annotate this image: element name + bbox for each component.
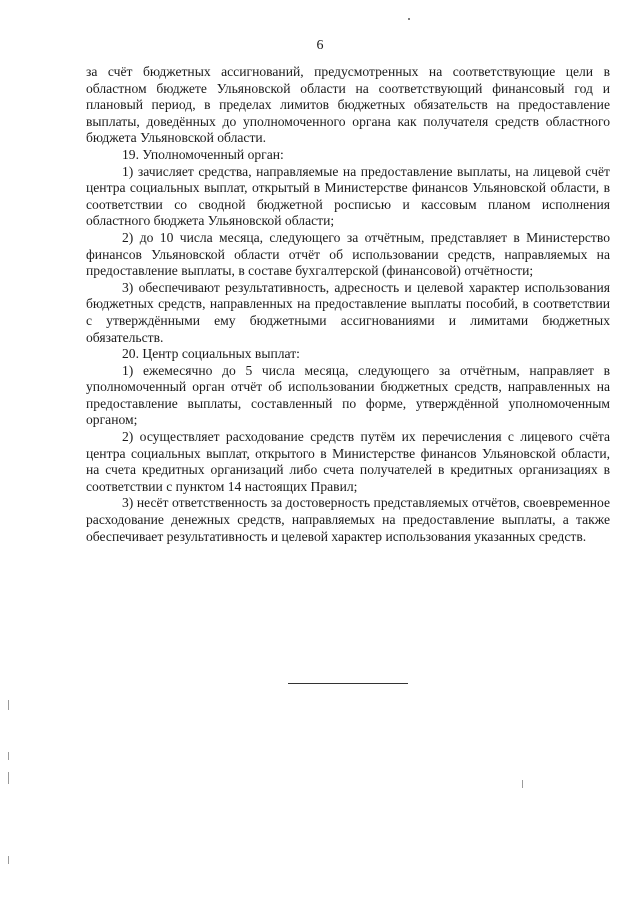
section-19-heading: 19. Уполномоченный орган: [122, 146, 284, 162]
section-19-item-1: 1) зачисляет средства, направляемые на предоставление выплаты, на лицевой счёт центра социальных выплат, открытый в Министерстве финансов Ульяновской области, в соответствии со сводной бюджетной росписью и кассовым планом исполнения областного бюджета Ульяновской области; [86, 163, 610, 229]
section-19-item-2: 2) до 10 числа месяца, следующего за отчётным, представляет в Министерство финансов Ульяновской области отчёт об использовании средств, направляемых на предоставление выплаты, в составе бухгалтерской (финансовой) отчётности; [86, 229, 610, 279]
left-margin-scan-mark [8, 700, 9, 710]
section-20-item-2: 2) осуществляет расходование средств путём их перечисления с лицевого счёта центра социальных выплат, открытого в Министерстве финансов Ульяновской области, на счета кредитных организаций либо счета получателей в кредитных организациях в соответствии с пунктом 14 настоящих Правил; [86, 429, 610, 494]
closing-separator-line [288, 683, 408, 684]
section-20-item-3: 3) несёт ответственность за достоверность представляемых отчётов, своевременное расходование денежных средств, направляемых на предоставление выплаты, а также обеспечивает результативность и целевой характер использования указанных средств. [86, 495, 610, 544]
section-20-item-1: 1) ежемесячно до 5 числа месяца, следующего за отчётным, направляет в уполномоченный орган отчёт об использовании бюджетных средств, направленных на предоставление выплаты, составленный по форме, утверждённой уполномоченным органом; [86, 362, 610, 428]
document-body [86, 64, 610, 545]
left-margin-scan-mark [8, 772, 9, 784]
section-19-item-3: 3) обеспечивают результативность, адресность и целевой характер использования бюджетных средств, направленных на предоставление выплаты пособий, в соответствии с утверждёнными ему бюджетными ассигнованиями и лимитами бюджетных обязательств. [86, 279, 610, 345]
left-margin-scan-mark [8, 752, 9, 760]
scan-speck [408, 18, 410, 20]
right-margin-scan-mark [522, 780, 523, 788]
page-number: 6 [316, 38, 324, 53]
section-20-heading: 20. Центр социальных выплат: [122, 346, 300, 362]
paragraph-budget-allocations: за счёт бюджетных ассигнований, предусмотренных на соответствующие цели в областном бюджете Ульяновской области на соответствующий финансовый год и плановый период, в пределах лимитов бюджетных обязательств на предоставление выплаты, доведённых до уполномоченного органа как получателя средств областного бюджета Ульяновской области. [86, 64, 610, 146]
left-margin-scan-mark [8, 856, 9, 864]
